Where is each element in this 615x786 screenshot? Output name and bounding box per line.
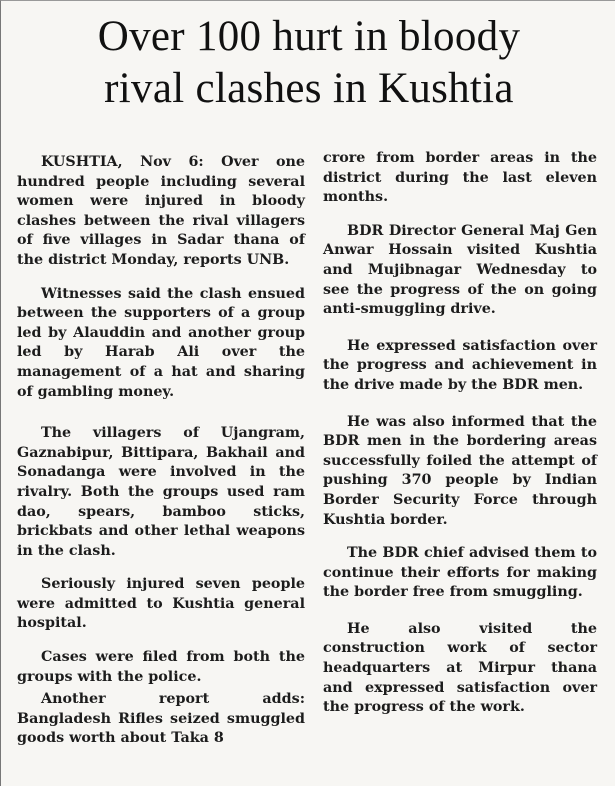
article-column-right <box>323 149 597 732</box>
paragraph-chief-advice: The BDR chief advised them to continue their efforts for making the border free from smuggling. <box>323 545 597 601</box>
paragraph-bdr-seizure: Another report adds: Bangladesh Rifles seized smuggled goods worth about Taka 8 <box>17 691 305 747</box>
paragraph-director-visit: BDR Director General Maj Gen Anwar Hossain visited Kushtia and Mujibnagar Wednesday to see the progress of the on going anti-smuggling drive. <box>323 222 597 318</box>
headline-line-2: rival clashes in Kushtia <box>104 65 514 112</box>
paragraph-dateline: KUSHTIA, Nov 6: Over one hundred people including several women were injured in bloody clashes between the rival villagers of five villages in Sadar thana of the district Monday, reports UNB. <box>17 154 305 268</box>
headline-line-1: Over 100 hurt in bloody <box>97 13 521 60</box>
paragraph-cases: Cases were filed from both the groups with the police. <box>17 649 305 685</box>
article-column-left <box>17 153 305 763</box>
paragraph-satisfaction: He expressed satisfaction over the progress and achievement in the drive made by the BDR men. <box>323 337 597 393</box>
paragraph-witnesses: Witnesses said the clash ensued between the supporters of a group led by Alauddin and another group led by Harab Ali over the management of a hat and sharing of gambling money. <box>17 285 305 400</box>
paragraph-continued: crore from border areas in the district during the last eleven months. <box>323 150 597 206</box>
paragraph-construction: He also visited the construction work of sector headquarters at Mirpur thana and expressed satisfaction over the progress of the work. <box>323 620 597 716</box>
paragraph-injured: Seriously injured seven people were admitted to Kushtia general hospital. <box>17 576 305 632</box>
paragraph-villagers: The villagers of Ujangram, Gaznabipur, Bittipara, Bakhail and Sonadanga were involved in the rivalry. Both the groups used ram dao, spears, bamboo sticks, brickbats and other lethal weapons in the clash. <box>17 425 305 559</box>
headline <box>9 11 609 115</box>
paragraph-foiled-attempt: He was also informed that the BDR men in the bordering areas successfully foiled the attempt of pushing 370 people by Indian Border Security Force through Kushtia border. <box>323 413 597 528</box>
